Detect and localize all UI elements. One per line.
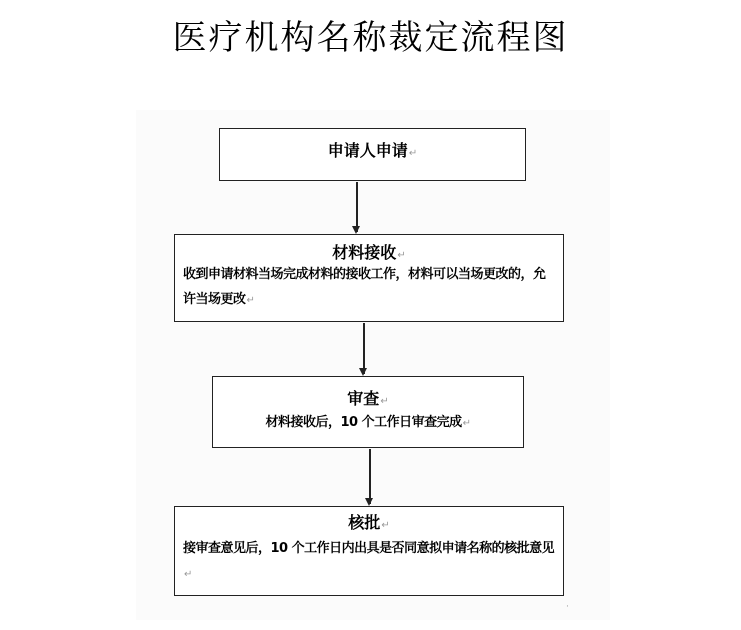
step-review-body-text: 材料接收后，10 个工作日审查完成 xyxy=(265,415,462,431)
paragraph-mark-icon: ↵ xyxy=(184,569,192,581)
step-receive-heading-text: 材料接收 xyxy=(332,243,397,262)
step-approve-body xyxy=(175,536,563,587)
step-receive-heading xyxy=(175,235,563,262)
step-approve-box xyxy=(174,506,564,596)
step-review-box xyxy=(212,376,524,448)
arrow-down-icon xyxy=(369,449,371,504)
step-receive-body-text: 收到申请材料当场完成材料的接收工作，材料可以当场更改的，允许当场更改 xyxy=(183,267,546,308)
page-title: 医疗机构名称裁定流程图 xyxy=(172,18,569,58)
step-review-heading-text: 审查 xyxy=(347,389,380,408)
step-receive-body xyxy=(175,262,563,313)
step-apply-heading xyxy=(220,129,525,160)
step-receive-box xyxy=(174,234,564,322)
corner-mark: · xyxy=(566,602,569,612)
step-approve-heading xyxy=(175,507,563,532)
arrow-down-icon xyxy=(356,182,358,232)
paragraph-mark-icon: ↵ xyxy=(246,295,255,307)
paragraph-mark-icon: ↵ xyxy=(381,520,390,531)
step-approve-heading-text: 核批 xyxy=(348,513,381,532)
step-review-heading xyxy=(213,377,523,408)
paragraph-mark-icon: ↵ xyxy=(380,396,389,407)
step-apply-heading-text: 申请人申请 xyxy=(327,141,408,160)
step-review-body xyxy=(213,410,523,436)
paragraph-mark-icon: ↵ xyxy=(397,250,406,261)
step-approve-body-text: 接审查意见后，10 个工作日内出具是否同意拟申请名称的核批意见 xyxy=(183,541,555,557)
arrow-down-icon xyxy=(363,323,365,374)
paragraph-mark-icon: ↵ xyxy=(408,148,418,159)
step-apply-box xyxy=(219,128,526,181)
paragraph-mark-icon: ↵ xyxy=(462,418,471,430)
